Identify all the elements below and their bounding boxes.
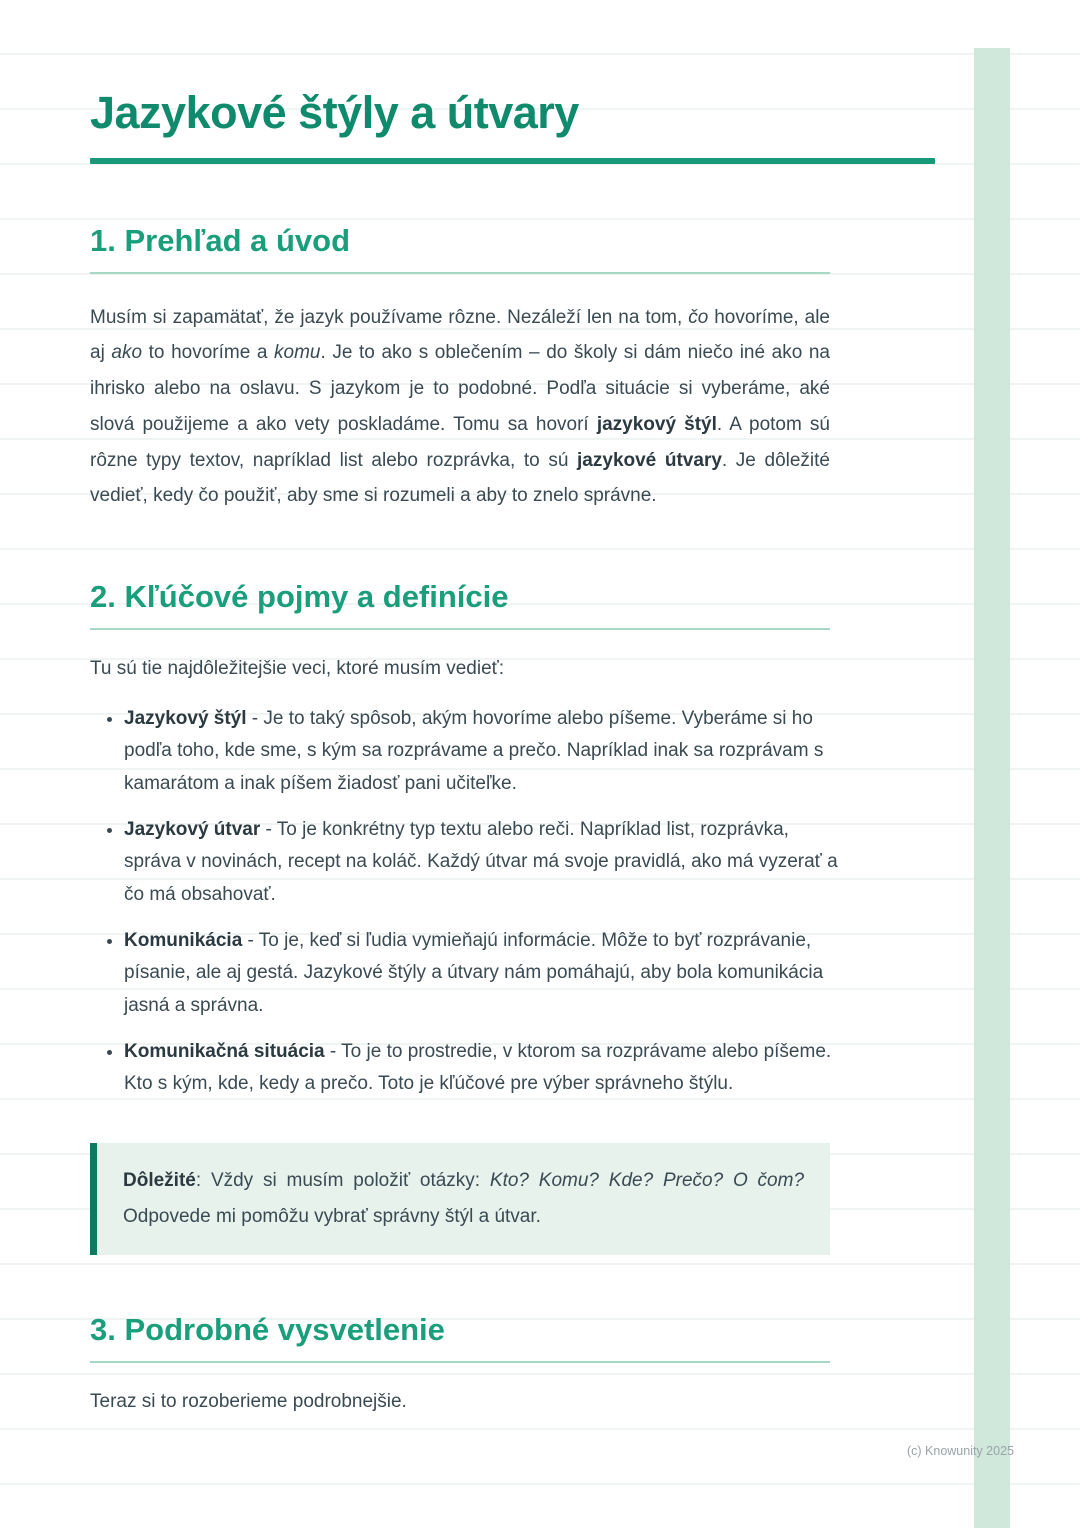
key-terms-intro: Tu sú tie najdôležitejšie veci, ktoré musím vedieť:: [90, 658, 505, 680]
bold-term: jazykový štýl: [596, 413, 717, 435]
term-label: Jazykový útvar: [124, 818, 261, 840]
footer-credit: (c) Knowunity 2025: [906, 1444, 1014, 1458]
paragraph-text: . A potom sú rôzne typy textov, napríklad list alebo rozprávka, to sú: [90, 413, 830, 471]
list-item: [124, 1036, 848, 1101]
title-underline-rule: [90, 158, 935, 164]
detailed-intro: Teraz si to rozoberieme podrobnejšie.: [90, 1391, 407, 1413]
page-title: Jazykové štýly a útvary: [90, 87, 579, 138]
term-definition: - Je to taký spôsob, akým hovoríme alebo píšeme. Vyberáme si ho podľa toho, kde sme, s kým sa rozprávame a prečo. Napríklad inak sa rozprávam s kamarátom a inak píšem žiadosť pani učiteľke.: [124, 707, 824, 794]
section-key-terms: [90, 578, 935, 1255]
section-3-heading: 3. Podrobné vysvetlenie: [90, 1312, 445, 1348]
italic-word: komu: [274, 342, 321, 364]
callout-body: : Vždy si musím položiť otázky:: [195, 1169, 490, 1191]
bold-term: jazykové útvary: [577, 449, 722, 471]
paragraph-text: . Je to ako s oblečením – do školy si dám niečo iné ako na ihrisko alebo na oslavu. S jazykom je to podobné. Podľa situácie si vyberáme, aké slová použijeme a ako vety poskladáme. Tomu sa hovorí: [90, 342, 831, 435]
term-definition: - To je, keď si ľudia vymieňajú informácie. Môže to byť rozprávanie, písanie, ale aj gestá. Jazykové štýly a útvary nám pomáhajú, aby bola komunikácia jasná a správna.: [124, 929, 824, 1016]
italic-word: ako: [111, 342, 143, 364]
paragraph-text: hovoríme, ale aj: [90, 306, 830, 364]
callout-questions: Kto? Komu? Kde? Prečo? O čom?: [489, 1169, 805, 1191]
term-label: Jazykový štýl: [124, 707, 247, 729]
paragraph-text: Musím si zapamätať, že jazyk používame rôzne. Nezáleží len na tom,: [90, 306, 689, 328]
term-definition: - To je to prostredie, v ktorom sa rozprávame alebo píšeme. Kto s kým, kde, kedy a prečo. Toto je kľúčové pre výber správneho štýlu.: [124, 1040, 832, 1095]
list-item: [124, 703, 848, 801]
section-3-underline: [90, 1361, 830, 1363]
section-1-heading: 1. Prehľad a úvod: [90, 222, 351, 258]
section-2-underline: [90, 628, 830, 630]
section-1-underline: [90, 272, 830, 274]
term-definition: - To je konkrétny typ textu alebo reči. Napríklad list, rozprávka, správa v novinách, recept na koláč. Každý útvar má svoje pravidlá, ako má vyzerať a čo má obsahovať.: [124, 818, 838, 905]
callout-label: Dôležité: [123, 1169, 196, 1191]
callout-text: [123, 1163, 804, 1235]
document-content: [90, 0, 935, 1418]
section-detailed-explanation: [90, 1311, 935, 1418]
term-label: Komunikácia: [124, 929, 243, 951]
section-overview: [90, 222, 935, 515]
callout-body: Odpovede mi pomôžu vybrať správny štýl a útvar.: [123, 1206, 541, 1228]
important-callout: [90, 1143, 830, 1255]
paragraph-text: . Je dôležité vedieť, kedy čo použiť, aby sme si rozumeli a aby to znelo správne.: [90, 449, 830, 507]
side-stripe-decoration: [974, 48, 1010, 1528]
italic-word: čo: [688, 306, 709, 328]
intro-paragraph: [90, 300, 830, 514]
term-label: Komunikačná situácia: [124, 1040, 325, 1062]
list-item: [124, 814, 848, 912]
list-item: [124, 925, 848, 1023]
key-terms-list: [90, 703, 848, 1101]
section-2-heading: 2. Kľúčové pojmy a definície: [90, 579, 509, 614]
paragraph-text: to hovoríme a: [142, 342, 275, 364]
